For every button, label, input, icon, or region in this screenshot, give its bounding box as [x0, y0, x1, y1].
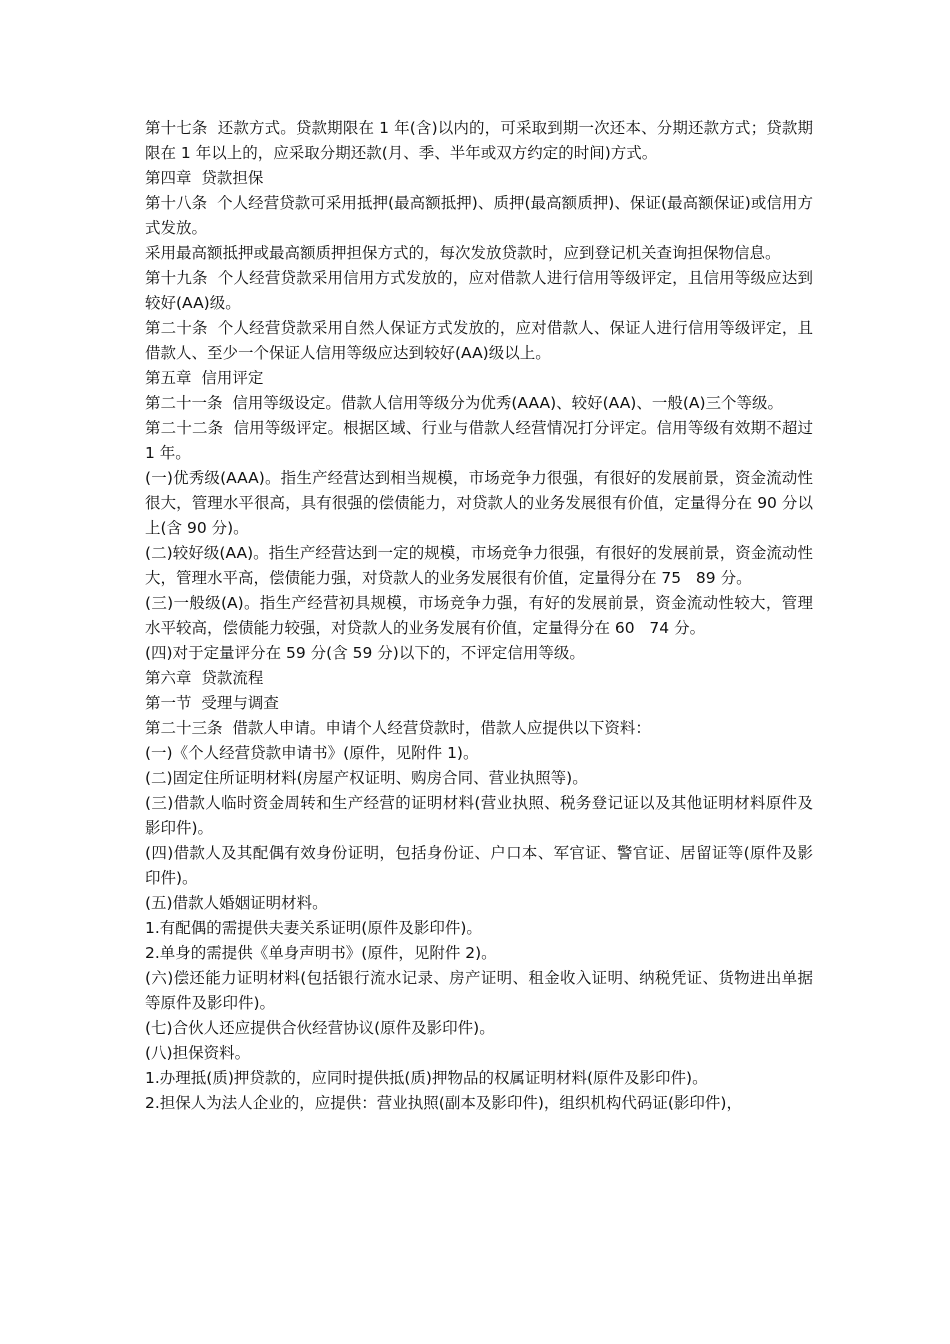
list-item-8-1: 1.办理抵(质)押贷款的，应同时提供抵(质)押物品的权属证明材料(原件及影印件)。 — [145, 1069, 708, 1087]
article-18-guarantee: 第十八条 个人经营贷款可采用抵押(最高额抵押)、质押(最高额质押)、保证(最高额保证)或信用方式发放。 — [145, 194, 813, 237]
list-item-7: (七)合伙人还应提供合伙经营协议(原件及影印件)。 — [145, 1019, 495, 1037]
article-20-guarantor: 第二十条 个人经营贷款采用自然人保证方式发放的，应对借款人、保证人进行信用等级评定，且借款人、至少一个保证人信用等级应达到较好(AA)级以上。 — [145, 319, 813, 362]
list-item-8-2: 2.担保人为法人企业的，应提供：营业执照(副本及影印件)，组织机构代码证(影印件)， — [145, 1094, 742, 1112]
list-item-5: (五)借款人婚姻证明材料。 — [145, 894, 328, 912]
article-17-repayment: 第十七条 还款方式。贷款期限在 1 年(含)以内的，可采取到期一次还本、分期还款方式；贷款期限在 1 年以上的，应采取分期还款(月、季、半年或双方约定的时间)方式。 — [145, 119, 813, 162]
list-item-2: (二)固定住所证明材料(房屋产权证明、购房合同、营业执照等)。 — [145, 769, 588, 787]
list-item-6: (六)偿还能力证明材料(包括银行流水记录、房产证明、租金收入证明、纳税凭证、货物进出单据等原件及影印件)。 — [145, 969, 813, 1012]
chapter-4-heading: 第四章 贷款担保 — [145, 169, 264, 187]
list-item-4: (四)借款人及其配偶有效身份证明，包括身份证、户口本、军官证、警官证、居留证等(原件及影印件)。 — [145, 844, 813, 887]
chapter-5-heading: 第五章 信用评定 — [145, 369, 264, 387]
list-item-1: (一)《个人经营贷款申请书》(原件，见附件 1)。 — [145, 744, 479, 762]
section-1-heading: 第一节 受理与调查 — [145, 694, 279, 712]
list-item-5-2: 2.单身的需提供《单身声明书》(原件，见附件 2)。 — [145, 944, 497, 962]
article-21-rating-levels: 第二十一条 信用等级设定。借款人信用等级分为优秀(AAA)、较好(AA)、一般(A)三个等级。 — [145, 394, 784, 412]
rating-none: (四)对于定量评分在 59 分(含 59 分)以下的，不评定信用等级。 — [145, 644, 585, 662]
article-19-credit: 第十九条 个人经营贷款采用信用方式发放的，应对借款人进行信用等级评定，且信用等级应达到较好(AA)级。 — [145, 269, 813, 312]
rating-aa: (二)较好级(AA)。指生产经营达到一定的规模，市场竞争力很强，有很好的发展前景，资金流动性大，管理水平高，偿债能力强，对贷款人的业务发展很有价值，定量得分在 75 89 分。 — [145, 544, 813, 587]
rating-a: (三)一般级(A)。指生产经营初具规模，市场竞争力强，有好的发展前景，资金流动性较大，管理水平较高，偿债能力较强，对贷款人的业务发展有价值，定量得分在 60 74 分。 — [145, 594, 813, 637]
article-22-rating-evaluation: 第二十二条 信用等级评定。根据区域、行业与借款人经营情况打分评定。信用等级有效期不超过 1 年。 — [145, 419, 818, 462]
max-mortgage-note: 采用最高额抵押或最高额质押担保方式的，每次发放贷款时，应到登记机关查询担保物信息。 — [145, 244, 781, 262]
list-item-8: (八)担保资料。 — [145, 1044, 251, 1062]
article-23-application: 第二十三条 借款人申请。申请个人经营贷款时，借款人应提供以下资料： — [145, 719, 651, 737]
document-body — [145, 116, 818, 1116]
list-item-5-1: 1.有配偶的需提供夫妻关系证明(原件及影印件)。 — [145, 919, 482, 937]
rating-aaa: (一)优秀级(AAA)。指生产经营达到相当规模，市场竞争力很强，有很好的发展前景，资金流动性很大，管理水平很高，具有很强的偿债能力，对贷款人的业务发展很有价值，定量得分在 90 分以上(含 90 分)。 — [145, 469, 813, 537]
chapter-6-heading: 第六章 贷款流程 — [145, 669, 264, 687]
list-item-3: (三)借款人临时资金周转和生产经营的证明材料(营业执照、税务登记证以及其他证明材料原件及影印件)。 — [145, 794, 813, 837]
